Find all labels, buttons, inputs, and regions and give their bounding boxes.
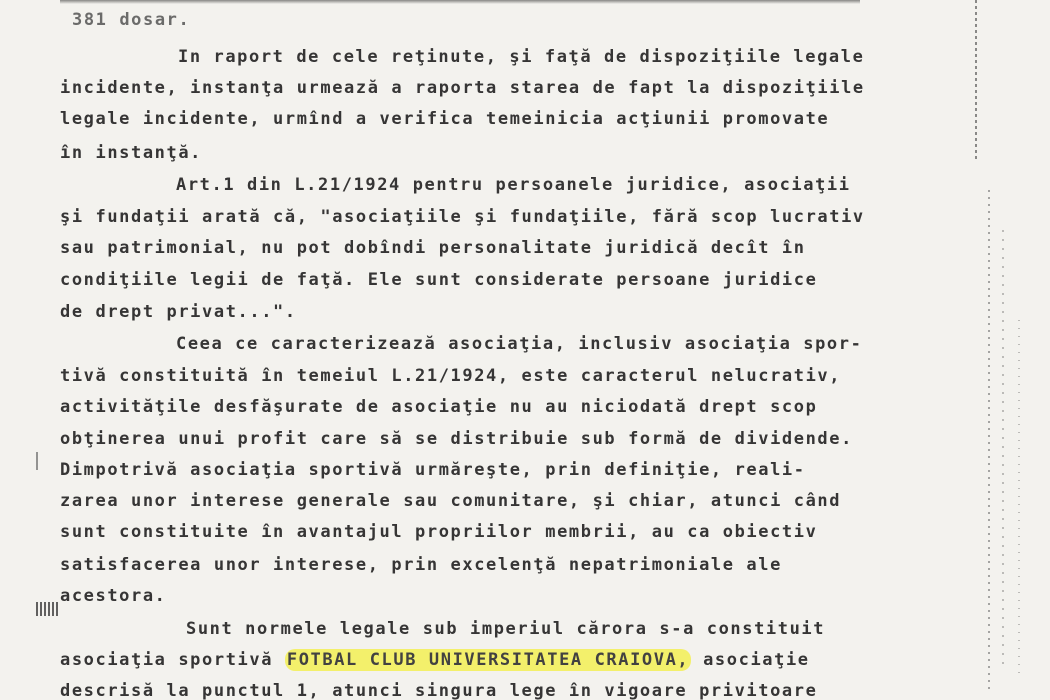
text-line-20-after: asociaţie <box>691 650 810 670</box>
text-line-8: condiţiile legii de faţă. Ele sunt considerate persoane juridice <box>60 270 818 290</box>
text-line-1: In raport de cele reţinute, şi faţă de dispoziţiile legale <box>178 47 865 67</box>
text-line-17: satisfacerea unor interese, prin excelenţă nepatrimoniale ale <box>60 555 782 575</box>
text-line-20-before: asociaţia sportivă <box>60 650 285 670</box>
text-line-11: tivă constituită în temeiul L.21/1924, este caracterul nelucrativ, <box>60 366 842 386</box>
text-line-9: de drept privat...". <box>60 302 297 322</box>
text-line-19: Sunt normele legale sub imperiul cărora s-a constituit <box>186 619 826 639</box>
text-line-2: incidente, instanţa urmează a raporta starea de fapt la dispoziţiile <box>60 78 865 98</box>
text-line-13: obţinerea unui profit care să se distribuie sub formă de dividende. <box>60 429 853 449</box>
text-line-18: acestora. <box>60 586 167 606</box>
scan-left-tick <box>36 452 38 470</box>
text-line-20 <box>60 650 810 670</box>
scan-margin-marks <box>1018 320 1020 680</box>
text-line-21: descrisă la punctul 1, atunci singura lege în vigoare privitoare <box>60 681 818 700</box>
text-line-10: Ceea ce caracterizează asociaţia, inclusiv asociaţia spor- <box>176 334 863 354</box>
text-line-12: activităţile desfăşurate de asociaţie nu au niciodată drept scop <box>60 397 818 417</box>
text-line-7: sau patrimonial, nu pot dobîndi personalitate juridică decît în <box>60 238 806 258</box>
text-line-6: şi fundaţii arată că, "asociaţiile şi fundaţiile, fără scop lucrativ <box>60 207 865 227</box>
scan-left-mark <box>36 602 58 616</box>
text-line-4: în instanţă. <box>60 143 203 163</box>
text-line-0: 381 dosar. <box>72 10 191 30</box>
text-line-16: sunt constituite în avantajul propriilor membrii, au ca obiectiv <box>60 522 818 542</box>
scan-margin-marks <box>988 190 990 690</box>
text-line-15: zarea unor interese generale sau comunitare, şi chiar, atunci când <box>60 491 842 511</box>
scan-margin-marks <box>975 0 977 160</box>
text-line-14: Dimpotrivă asociaţia sportivă urmăreşte, prin definiţie, reali- <box>60 460 806 480</box>
highlighted-club-name: FOTBAL CLUB UNIVERSITATEA CRAIOVA, <box>286 650 690 670</box>
text-line-5: Art.1 din L.21/1924 pentru persoanele juridice, asociaţii <box>176 175 851 195</box>
text-line-3: legale incidente, urmînd a verifica temeinicia acţiunii promovate <box>60 109 830 129</box>
scan-margin-marks <box>1002 230 1004 670</box>
